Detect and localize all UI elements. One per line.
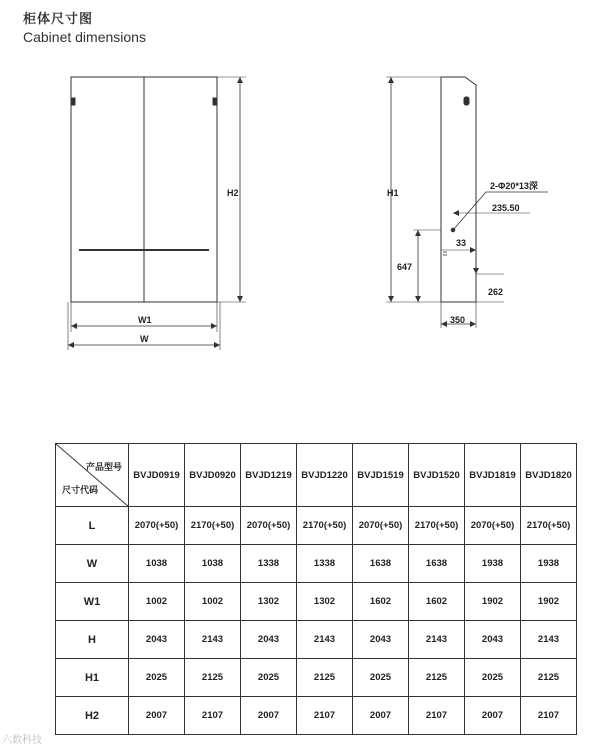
table-cell: 2025	[241, 659, 297, 697]
row-label: L	[56, 507, 129, 545]
side-arrows	[388, 77, 479, 327]
table-cell: 1002	[185, 583, 241, 621]
d350-arrow-right	[470, 321, 476, 327]
table-cell: 2107	[409, 697, 465, 735]
label-h2: H2	[227, 188, 239, 198]
right-hinge	[213, 98, 216, 105]
table-cell: 2107	[185, 697, 241, 735]
model-header: BVJD1220	[297, 444, 353, 507]
row-label: W	[56, 545, 129, 583]
table-cell: 2125	[521, 659, 577, 697]
table-header-row	[56, 444, 577, 507]
table-cell: 1002	[129, 583, 185, 621]
table-row	[56, 545, 577, 583]
model-header: BVJD1219	[241, 444, 297, 507]
table-cell: 2143	[185, 621, 241, 659]
table-cell: 2107	[521, 697, 577, 735]
front-view	[68, 77, 246, 350]
table-cell: 2143	[521, 621, 577, 659]
table-cell: 2170(+50)	[185, 507, 241, 545]
w1-arrow-left	[71, 323, 77, 329]
table-cell: 2070(+50)	[241, 507, 297, 545]
table-corner-cell	[56, 444, 129, 507]
label-h1: H1	[387, 188, 399, 198]
table-cell: 2125	[297, 659, 353, 697]
table-cell: 2125	[409, 659, 465, 697]
corner-label-model: 产品型号	[85, 462, 122, 472]
d33-arrow	[470, 247, 476, 253]
d350-arrow-left	[441, 321, 447, 327]
w-arrow-right	[214, 342, 220, 348]
table-row	[56, 507, 577, 545]
table-row	[56, 697, 577, 735]
side-handle	[464, 97, 469, 105]
table-cell: 2070(+50)	[129, 507, 185, 545]
left-hinge	[72, 98, 75, 105]
table-cell: 1938	[521, 545, 577, 583]
row-label: H1	[56, 659, 129, 697]
table-cell: 2007	[465, 697, 521, 735]
table-cell: 2043	[465, 621, 521, 659]
table-row	[56, 659, 577, 697]
label-235: 235.50	[492, 203, 520, 213]
row-label: H	[56, 621, 129, 659]
model-header: BVJD0920	[185, 444, 241, 507]
side-view	[386, 77, 548, 328]
table-cell: 2007	[129, 697, 185, 735]
w-arrow-left	[68, 342, 74, 348]
label-w1: W1	[138, 315, 152, 325]
table-cell: 2070(+50)	[465, 507, 521, 545]
table-cell: 2025	[353, 659, 409, 697]
table-cell: 1938	[465, 545, 521, 583]
table-cell: 2170(+50)	[409, 507, 465, 545]
label-w: W	[140, 334, 149, 344]
table-cell: 2007	[241, 697, 297, 735]
row-label: W1	[56, 583, 129, 621]
label-647: 647	[397, 262, 413, 272]
label-33: 33	[456, 238, 467, 248]
model-header: BVJD0919	[129, 444, 185, 507]
table-cell: 1602	[409, 583, 465, 621]
corner-label-code: 尺寸代码	[62, 485, 99, 495]
d647-arrow-top	[415, 230, 421, 236]
label-hole: 2-Φ20*13深	[490, 181, 538, 191]
table-cell: 2043	[129, 621, 185, 659]
table-cell: 2170(+50)	[521, 507, 577, 545]
model-header: BVJD1519	[353, 444, 409, 507]
d647-arrow-bottom	[415, 296, 421, 302]
model-header: BVJD1520	[409, 444, 465, 507]
h2-arrow-bottom	[237, 296, 243, 302]
table-cell: 1038	[129, 545, 185, 583]
h1-arrow-top	[388, 77, 394, 83]
cabinet-side-outline	[441, 77, 476, 302]
table-cell: 2070(+50)	[353, 507, 409, 545]
table-row	[56, 583, 577, 621]
table-cell: 1338	[297, 545, 353, 583]
model-header: BVJD1819	[465, 444, 521, 507]
table-cell: 2007	[353, 697, 409, 735]
title-english: Cabinet dimensions	[23, 29, 146, 45]
watermark: 六数科技	[2, 735, 42, 746]
table-cell: 2125	[185, 659, 241, 697]
d235-arrow	[453, 210, 459, 216]
table-cell: 1638	[353, 545, 409, 583]
table-cell: 1902	[521, 583, 577, 621]
table-cell: 1302	[297, 583, 353, 621]
title-chinese: 柜体尺寸图	[23, 11, 94, 26]
table-cell: 2170(+50)	[297, 507, 353, 545]
table-cell: 1602	[353, 583, 409, 621]
dimension-table	[55, 443, 577, 735]
h1-arrow-bottom	[388, 296, 394, 302]
h2-arrow-top	[237, 77, 243, 83]
row-label: H2	[56, 697, 129, 735]
table-cell: 1638	[409, 545, 465, 583]
table-cell: 1302	[241, 583, 297, 621]
table-cell: 2143	[409, 621, 465, 659]
hole-point	[451, 228, 455, 232]
table-cell: 2025	[465, 659, 521, 697]
model-header: BVJD1820	[521, 444, 577, 507]
table-cell: 1902	[465, 583, 521, 621]
table-cell: 1038	[185, 545, 241, 583]
table-cell: 2107	[297, 697, 353, 735]
label-350: 350	[450, 315, 466, 325]
table-cell: 2143	[297, 621, 353, 659]
label-262: 262	[488, 287, 504, 297]
table-cell: 2043	[353, 621, 409, 659]
w1-arrow-right	[211, 323, 217, 329]
table-row	[56, 621, 577, 659]
d262-arrow	[473, 268, 479, 274]
table-cell: 2043	[241, 621, 297, 659]
table-cell: 1338	[241, 545, 297, 583]
table-cell: 2025	[129, 659, 185, 697]
corner-diagonal	[56, 444, 129, 507]
